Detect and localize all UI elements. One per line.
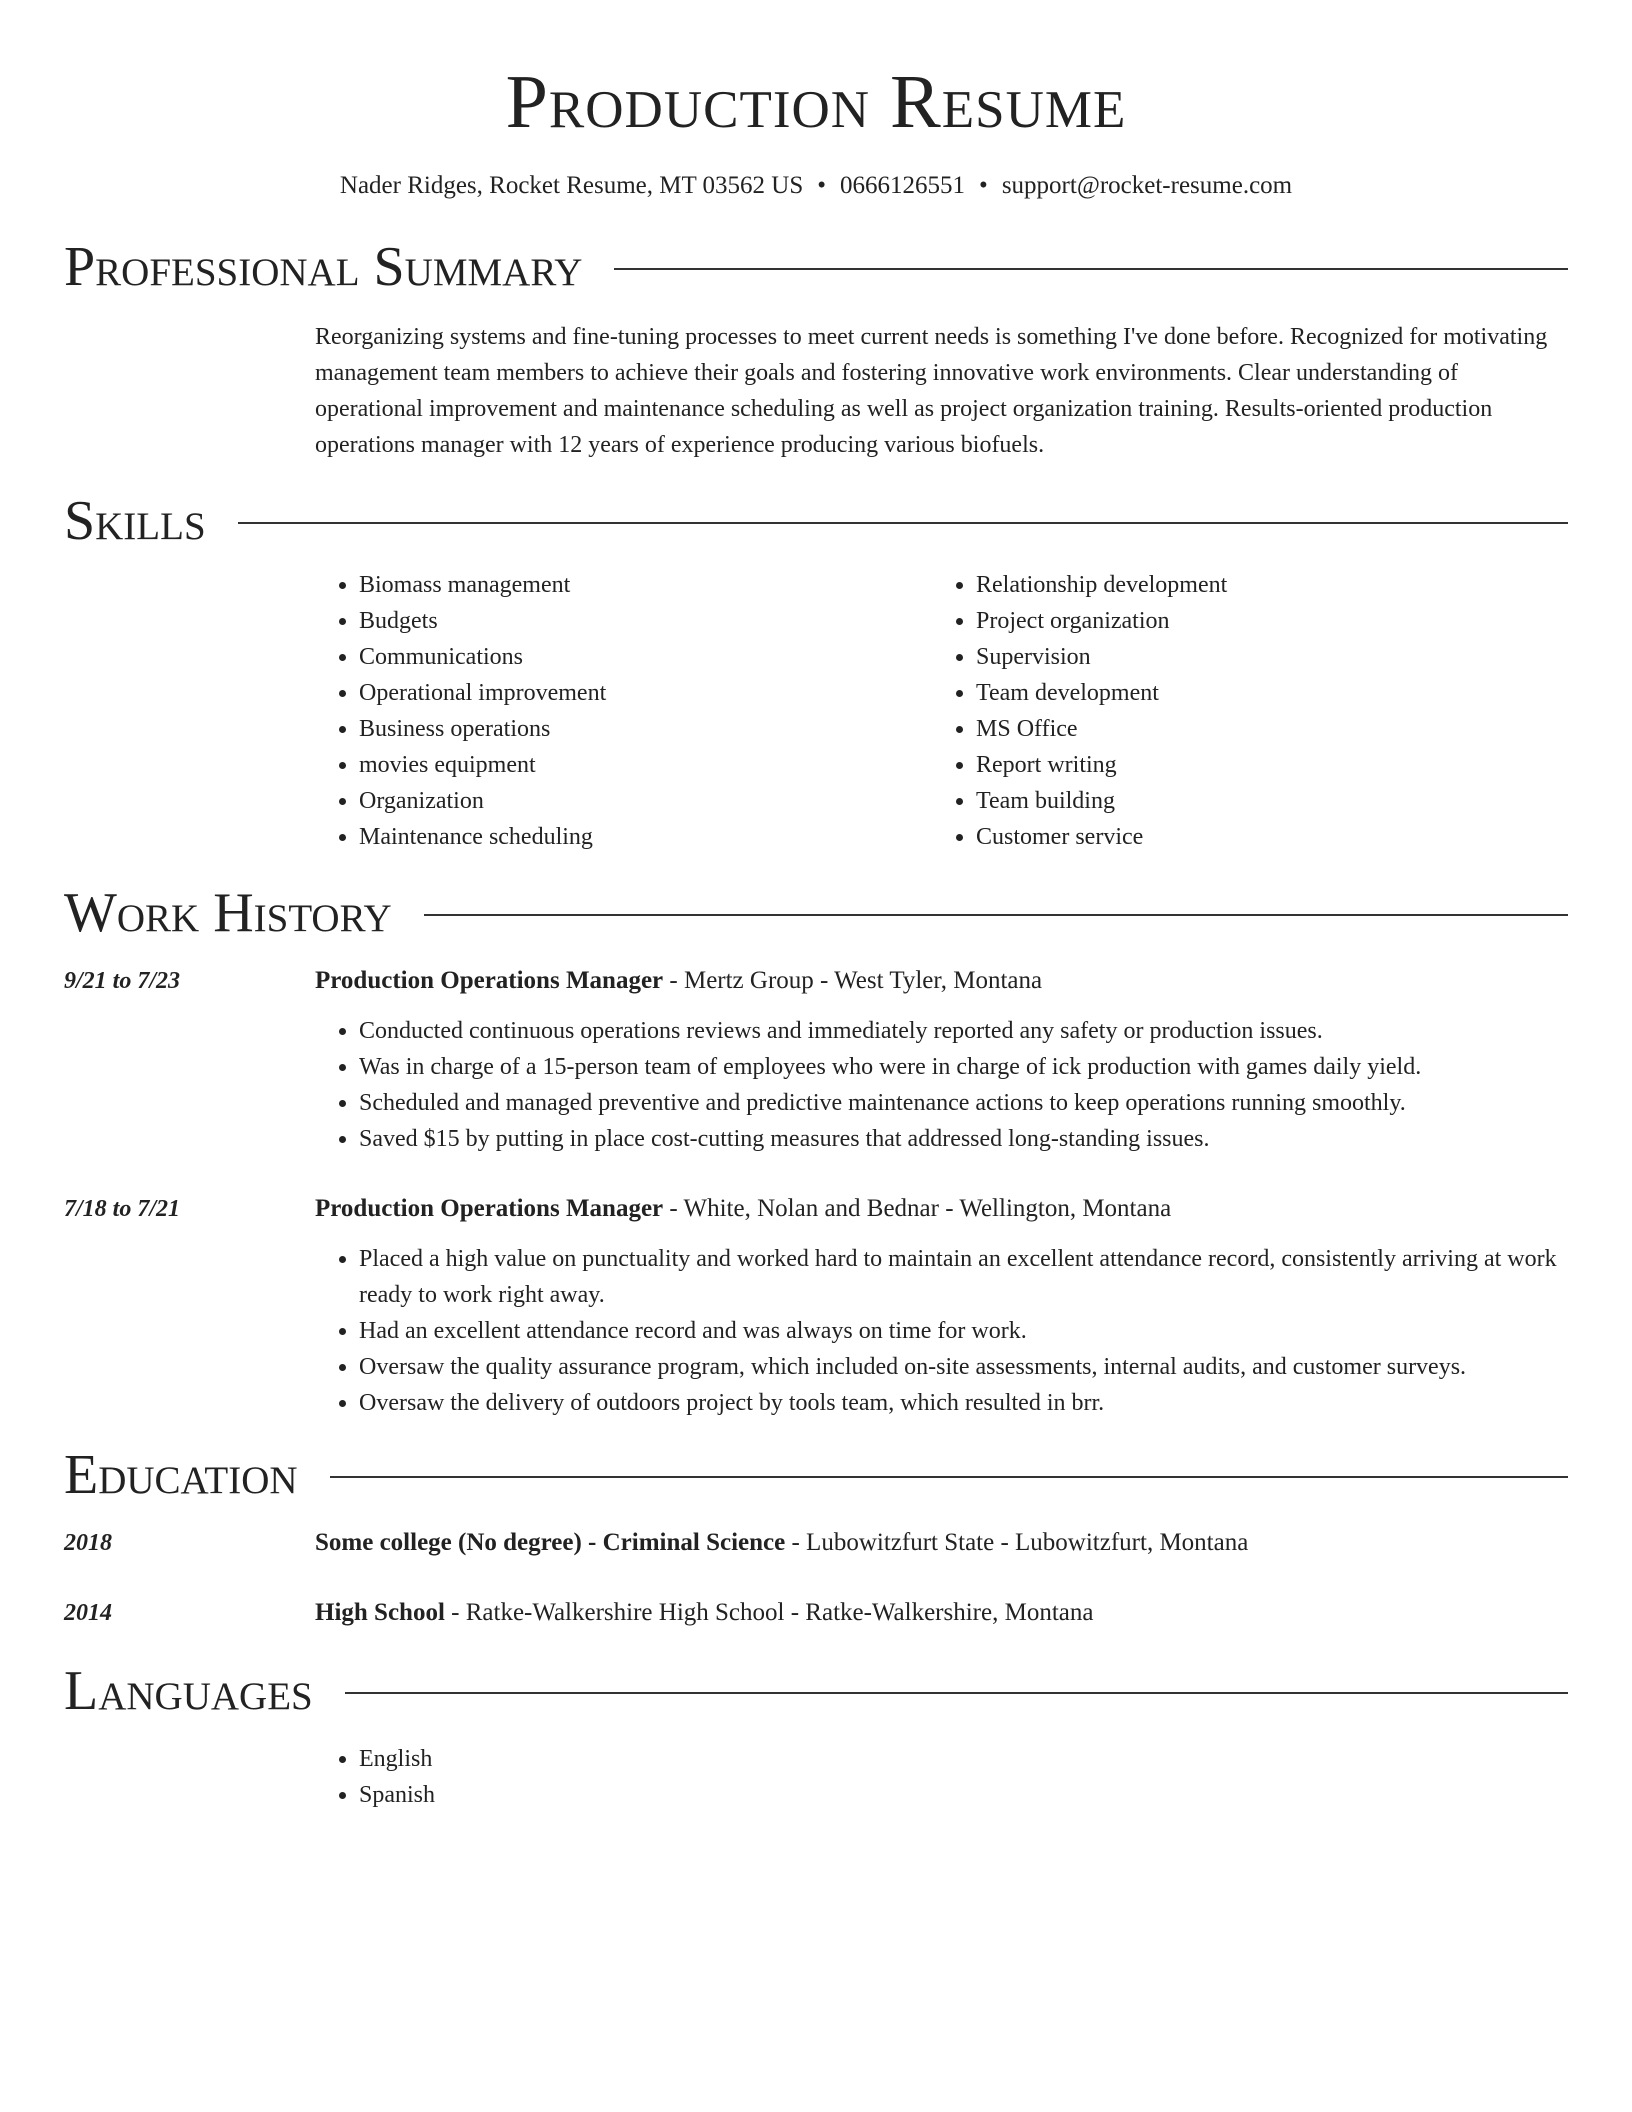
skill-item: • Customer service xyxy=(976,819,1549,855)
contact-address: Nader Ridges, Rocket Resume, MT 03562 US xyxy=(339,172,804,199)
education-degree: High School xyxy=(315,1599,445,1626)
work-heading-row xyxy=(64,881,1568,945)
education-heading-text xyxy=(315,1595,1093,1631)
skill-item: • MS Office xyxy=(976,711,1549,747)
job-bullet: • Oversaw the delivery of outdoors project by tools team, which resulted in brr. xyxy=(359,1385,1568,1421)
languages-heading-row xyxy=(64,1659,1568,1723)
education-heading-text xyxy=(315,1525,1248,1561)
job-title: Production Operations Manager xyxy=(315,967,664,994)
job-bullets xyxy=(315,1241,1568,1421)
skill-item: • Supervision xyxy=(976,639,1549,675)
contact-phone: 0666126551 xyxy=(840,172,966,199)
contact-line xyxy=(64,170,1568,202)
summary-section xyxy=(64,235,1568,463)
job-bullets xyxy=(315,1013,1568,1157)
skill-item: • Organization xyxy=(359,783,932,819)
job-employer: - Mertz Group - West Tyler, Montana xyxy=(663,967,1043,994)
skills-heading: Skills xyxy=(64,490,206,552)
education-school: - Ratke-Walkershire High School - Ratke-Walkershire, Montana xyxy=(444,1599,1094,1626)
skills-section xyxy=(64,489,1568,855)
job-header xyxy=(64,1191,1568,1227)
contact-separator: • xyxy=(979,172,988,199)
work-heading: Work History xyxy=(64,882,392,944)
education-school: - Lubowitzfurt State - Lubowitzfurt, Montana xyxy=(785,1529,1249,1556)
skills-left-list xyxy=(315,567,932,855)
work-section xyxy=(64,881,1568,1421)
job-entry xyxy=(64,1191,1568,1421)
education-section xyxy=(64,1443,1568,1631)
job-dates: 7/18 to 7/21 xyxy=(64,1196,181,1222)
summary-heading: Professional Summary xyxy=(64,236,583,298)
skills-heading-row xyxy=(64,489,1568,553)
education-entry xyxy=(64,1595,1568,1631)
skill-item: • movies equipment xyxy=(359,747,932,783)
education-year: 2014 xyxy=(64,1600,112,1626)
job-bullet: • Placed a high value on punctuality and worked hard to maintain an excellent attendance record, consistently arriving at work ready to work right away. xyxy=(359,1241,1568,1313)
languages-section xyxy=(64,1659,1568,1813)
skill-item: • Relationship development xyxy=(976,567,1549,603)
section-divider xyxy=(424,914,1568,916)
section-divider xyxy=(345,1692,1568,1694)
education-degree: Some college (No degree) - Criminal Science xyxy=(315,1529,786,1556)
job-bullet: • Scheduled and managed preventive and predictive maintenance actions to keep operations running smoothly. xyxy=(359,1085,1568,1121)
job-bullet: • Had an excellent attendance record and was always on time for work. xyxy=(359,1313,1568,1349)
education-year: 2018 xyxy=(64,1530,112,1556)
languages-heading: Languages xyxy=(64,1660,313,1722)
section-divider xyxy=(238,522,1568,524)
skill-item: • Report writing xyxy=(976,747,1549,783)
job-employer: - White, Nolan and Bednar - Wellington, Montana xyxy=(663,1195,1172,1222)
job-title: Production Operations Manager xyxy=(315,1195,664,1222)
contact-email: support@rocket-resume.com xyxy=(1001,172,1293,199)
language-item: • English xyxy=(359,1741,1568,1777)
education-heading-row xyxy=(64,1443,1568,1507)
skill-item: • Operational improvement xyxy=(359,675,932,711)
contact-separator: • xyxy=(817,172,827,199)
skill-item: • Biomass management xyxy=(359,567,932,603)
job-header xyxy=(64,963,1568,999)
skill-item: • Team development xyxy=(976,675,1549,711)
skill-item: • Communications xyxy=(359,639,932,675)
job-bullet: • Oversaw the quality assurance program, which included on-site assessments, internal audits, and customer surveys. xyxy=(359,1349,1568,1385)
job-bullet: • Was in charge of a 15-person team of employees who were in charge of ick production with games daily yield. xyxy=(359,1049,1568,1085)
job-bullet: • Conducted continuous operations reviews and immediately reported any safety or production issues. xyxy=(359,1013,1568,1049)
job-entry xyxy=(64,963,1568,1157)
skills-right-list xyxy=(932,567,1549,855)
section-divider xyxy=(614,268,1568,270)
education-entry xyxy=(64,1525,1568,1561)
job-bullet: • Saved $15 by putting in place cost-cutting measures that addressed long-standing issues. xyxy=(359,1121,1568,1157)
education-heading: Education xyxy=(64,1444,298,1506)
job-heading xyxy=(315,963,1042,999)
skill-item: • Maintenance scheduling xyxy=(359,819,932,855)
languages-list xyxy=(315,1741,1568,1813)
skill-item: • Budgets xyxy=(359,603,932,639)
skill-item: • Team building xyxy=(976,783,1549,819)
job-dates: 9/21 to 7/23 xyxy=(64,968,181,994)
summary-text: Reorganizing systems and fine-tuning processes to meet current needs is something I've done before. Recognized for motivating management team members to achieve their goals and fostering innovative work environments. Clear understanding of operational improvement and maintenance scheduling as well as project organization training. Results-oriented production operations manager with 12 years of experience producing various biofuels. xyxy=(315,324,1548,458)
language-item: • Spanish xyxy=(359,1777,1568,1813)
skill-item: • Business operations xyxy=(359,711,932,747)
job-heading xyxy=(315,1191,1171,1227)
summary-heading-row xyxy=(64,235,1568,299)
section-divider xyxy=(330,1476,1568,1478)
skill-item: • Project organization xyxy=(976,603,1549,639)
resume-title: Production Resume xyxy=(505,60,1127,144)
skills-grid xyxy=(315,567,1568,855)
